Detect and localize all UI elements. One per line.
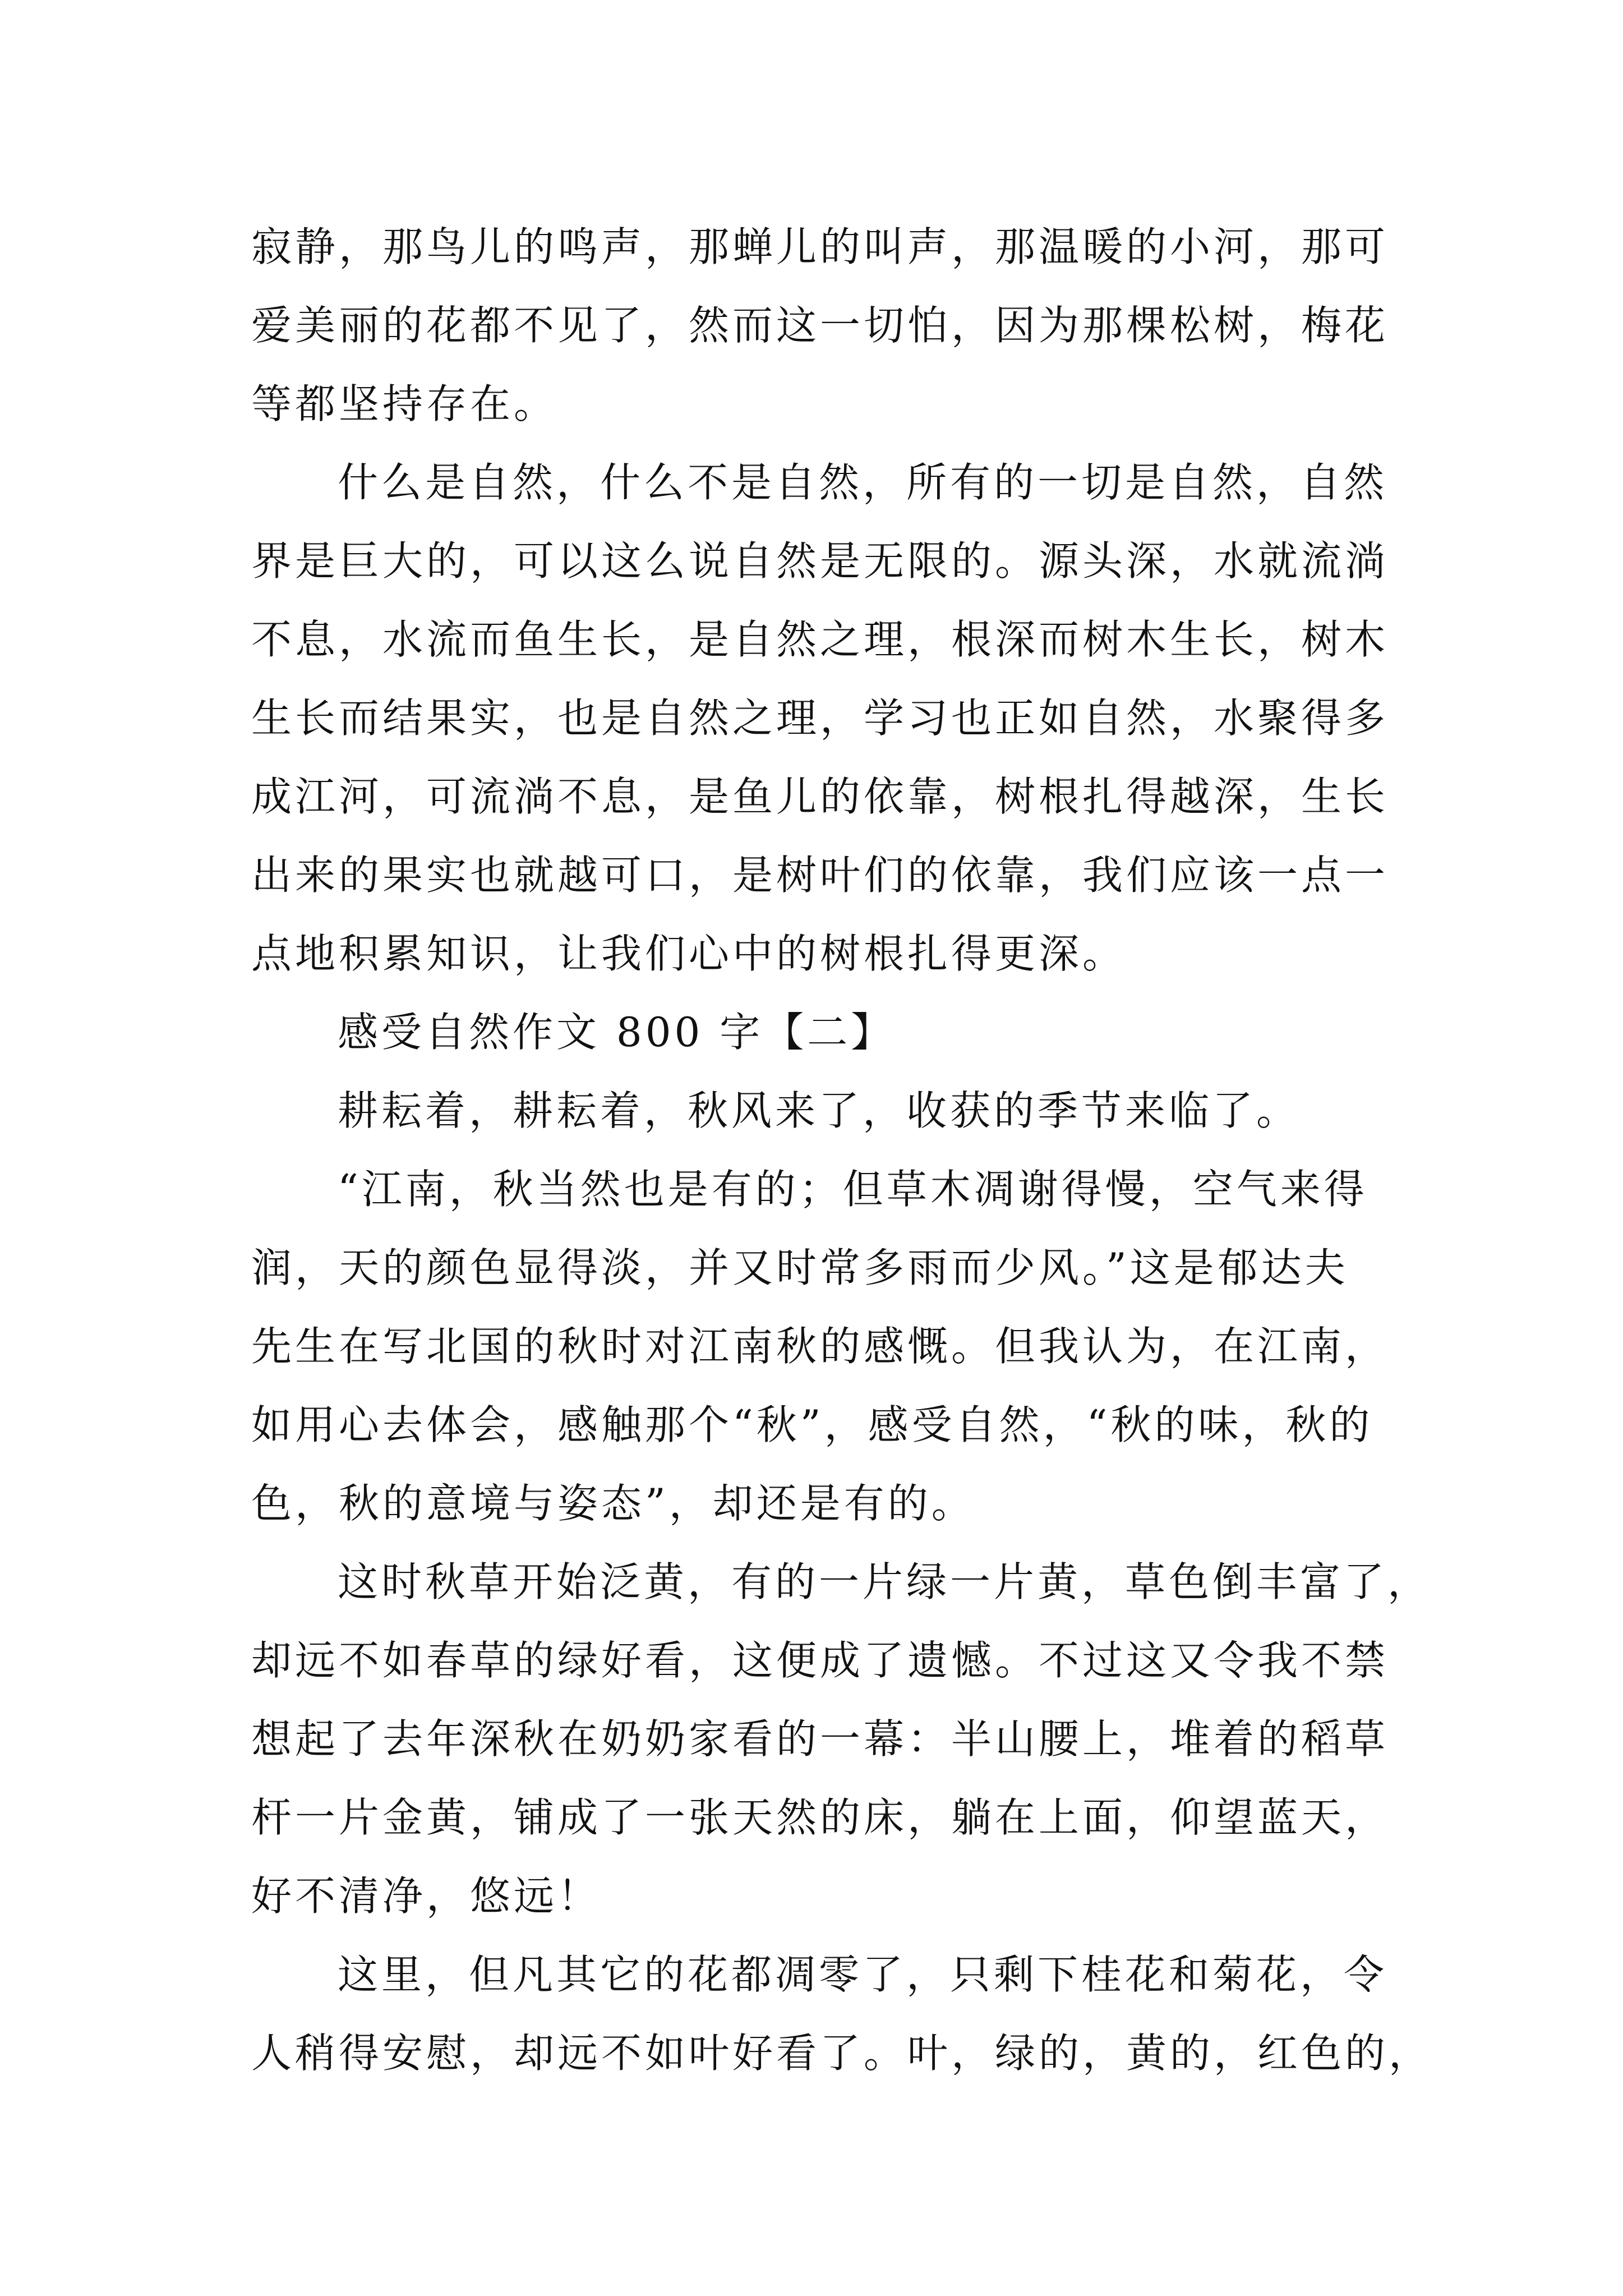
text-line: “江南，秋当然也是有的；但草木凋谢得慢，空气来得 xyxy=(338,1166,1368,1213)
text-line: 先生在写北国的秋时对江南秋的感慨。但我认为，在江南， xyxy=(251,1323,1389,1370)
paragraph-3 xyxy=(251,1071,1378,1150)
text-line: 不息，水流而鱼生长，是自然之理，根深而树木生长，树木 xyxy=(251,616,1389,663)
text-line: 界是巨大的，可以这么说自然是无限的。源头深，水就流淌 xyxy=(251,537,1389,585)
text-line: 成江河，可流淌不息，是鱼儿的依靠，树根扎得越深，生长 xyxy=(251,773,1389,820)
text-line: 想起了去年深秋在奶奶家看的一幕：半山腰上，堆着的稻草 xyxy=(251,1715,1389,1763)
text-line: 出来的果实也就越可口，是树叶们的依靠，我们应该一点一 xyxy=(251,852,1389,899)
text-line: 什么是自然，什么不是自然，所有的一切是自然，自然 xyxy=(338,459,1388,506)
section-heading xyxy=(251,993,1378,1071)
paragraph-5 xyxy=(251,1543,1432,1935)
paragraph-2 xyxy=(251,443,1389,993)
text-line: 好不清净，悠远！ xyxy=(251,1872,602,1920)
text-line: 等都坚持存在。 xyxy=(251,380,558,427)
text-line: 这里，但凡其它的花都凋零了，只剩下桂花和菊花，令 xyxy=(338,1951,1388,1998)
text-line: 杆一片金黄，铺成了一张天然的床，躺在上面，仰望蓝天， xyxy=(251,1794,1389,1841)
text-line: 爱美丽的花都不见了，然而这一切怕，因为那棵松树，梅花 xyxy=(251,302,1389,349)
paragraph-6 xyxy=(251,1935,1433,2092)
paragraph-1 xyxy=(251,208,1389,443)
text-line: 点地积累知识，让我们心中的树根扎得更深。 xyxy=(251,930,1127,977)
text-line: 色，秋的意境与姿态”，却还是有的。 xyxy=(251,1480,975,1527)
section-heading-text: 感受自然作文 800 字【二】 xyxy=(338,1009,895,1056)
text-line: 润，天的颜色显得淡，并又时常多雨而少风。”这是郁达夫 xyxy=(251,1244,1349,1291)
paragraph-4 xyxy=(251,1150,1389,1543)
text-line: 生长而结果实，也是自然之理，学习也正如自然，水聚得多 xyxy=(251,694,1389,742)
text-line: 却远不如春草的绿好看，这便成了遗憾。不过这又令我不禁 xyxy=(251,1637,1389,1684)
document-body xyxy=(251,208,1433,2092)
text-line: 这时秋草开始泛黄，有的一片绿一片黄，草色倒丰富了， xyxy=(338,1558,1432,1605)
text-line: 如用心去体会，感触那个“秋”，感受自然，“秋的味，秋的 xyxy=(251,1401,1373,1448)
text-line: 人稍得安慰，却远不如叶好看了。叶，绿的，黄的，红色的， xyxy=(251,2030,1433,2077)
text-line: 寂静，那鸟儿的鸣声，那蝉儿的叫声，那温暖的小河，那可 xyxy=(251,223,1389,270)
text-line: 耕耘着，耕耘着，秋风来了，收获的季节来临了。 xyxy=(338,1087,1301,1134)
